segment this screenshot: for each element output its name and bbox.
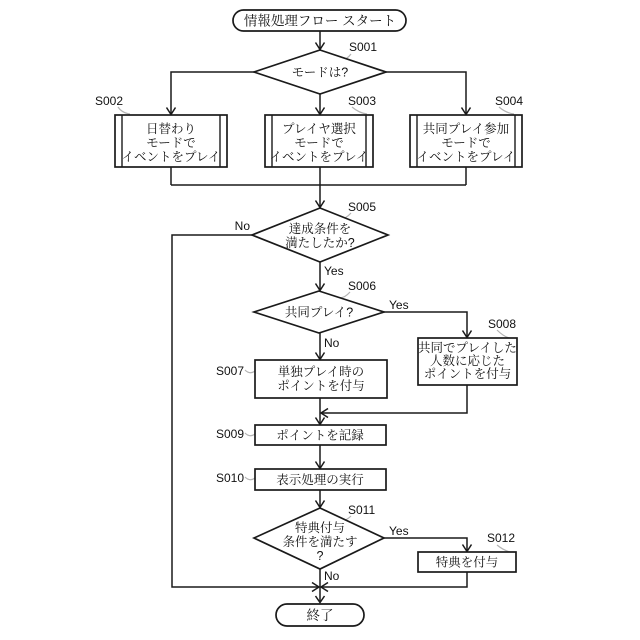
node-start: [233, 10, 406, 31]
leader-s007: [245, 370, 255, 373]
node-s006: [254, 291, 384, 333]
s009-text: ポイントを記録: [276, 428, 364, 443]
s007-text-line2: ポイントを付与: [277, 379, 365, 393]
s002-text-line2: モードで: [146, 136, 196, 150]
leader-s008: [497, 330, 509, 338]
s012-text: 特典を付与: [435, 555, 499, 570]
s011-text-line1: 特典付与: [294, 521, 346, 535]
leader-s010: [245, 477, 255, 480]
step-label-s005: S005: [348, 200, 377, 214]
node-s010: [255, 469, 386, 490]
s003-text-line2: モードで: [294, 136, 344, 150]
s008-text-line2: 人数に応じた: [429, 354, 506, 368]
leader-s004: [499, 107, 514, 114]
branch-label-s006-yes: Yes: [389, 298, 409, 312]
s008-text-line1: 共同でプレイした: [418, 341, 517, 355]
node-s008: [418, 338, 517, 385]
edge-s001-s004: [386, 72, 466, 113]
node-s009: [255, 425, 386, 445]
s006-text: 共同プレイ?: [284, 305, 354, 320]
end-terminal-label: 終了: [306, 608, 334, 623]
leader-s009: [245, 433, 255, 436]
s005-text-line2: 満たしたか?: [285, 236, 355, 250]
s008-text-line3: ポイントを付与: [423, 367, 512, 381]
node-s004: [410, 115, 522, 167]
leader-s002: [118, 107, 130, 114]
s003-text-line1: プレイヤ選択: [282, 122, 356, 136]
s011-text-line3: ?: [316, 549, 324, 563]
branch-label-s006-no: No: [324, 336, 340, 350]
branch-label-s011-no: No: [324, 569, 340, 583]
step-label-s001: S001: [349, 40, 378, 54]
node-s002: [115, 115, 227, 167]
node-end: [276, 604, 364, 626]
s004-text-line2: モードで: [441, 136, 491, 150]
node-s012: [418, 552, 516, 572]
s001-text: モードは?: [291, 65, 349, 80]
s004-text-line1: 共同プレイ参加: [422, 122, 510, 136]
step-label-s011: S011: [348, 503, 376, 517]
s005-text-line1: 達成条件を: [288, 222, 352, 236]
edge-s011-yes: [384, 538, 467, 550]
s010-text: 表示処理の実行: [276, 473, 364, 487]
step-label-s010: S010: [216, 471, 245, 485]
node-s007: [255, 360, 387, 398]
branch-label-s005-yes: Yes: [324, 264, 344, 278]
step-label-s003: S003: [348, 94, 377, 108]
step-label-s007: S007: [216, 364, 245, 378]
step-label-s004: S004: [495, 94, 524, 108]
s007-text-line1: 単独プレイ時の: [277, 365, 365, 379]
s011-text-line2: 条件を満たす: [282, 535, 358, 549]
edge-s006-yes: [384, 312, 467, 336]
branch-label-s005-no: No: [234, 219, 250, 233]
node-s003: [265, 115, 373, 167]
leader-s012: [497, 545, 510, 552]
node-s005: [252, 208, 388, 262]
step-label-s002: S002: [95, 94, 124, 108]
branch-label-s011-yes: Yes: [389, 524, 409, 538]
leader-s003: [352, 107, 367, 114]
s002-text-line1: 日替わり: [145, 122, 197, 136]
edge-s001-s002: [171, 72, 254, 113]
s002-text-line3: イベントをプレイ: [121, 150, 221, 164]
s004-text-line3: イベントをプレイ: [416, 150, 516, 164]
step-label-s012: S012: [487, 531, 516, 545]
start-terminal-label: 情報処理フロー スタート: [243, 13, 397, 29]
step-label-s008: S008: [488, 317, 517, 331]
edge-s012-merge: [322, 572, 467, 587]
node-s001: [254, 50, 386, 94]
step-label-s006: S006: [348, 279, 377, 293]
s003-text-line3: イベントをプレイ: [269, 150, 369, 164]
step-label-s009: S009: [216, 427, 245, 441]
node-s011: [254, 508, 384, 569]
